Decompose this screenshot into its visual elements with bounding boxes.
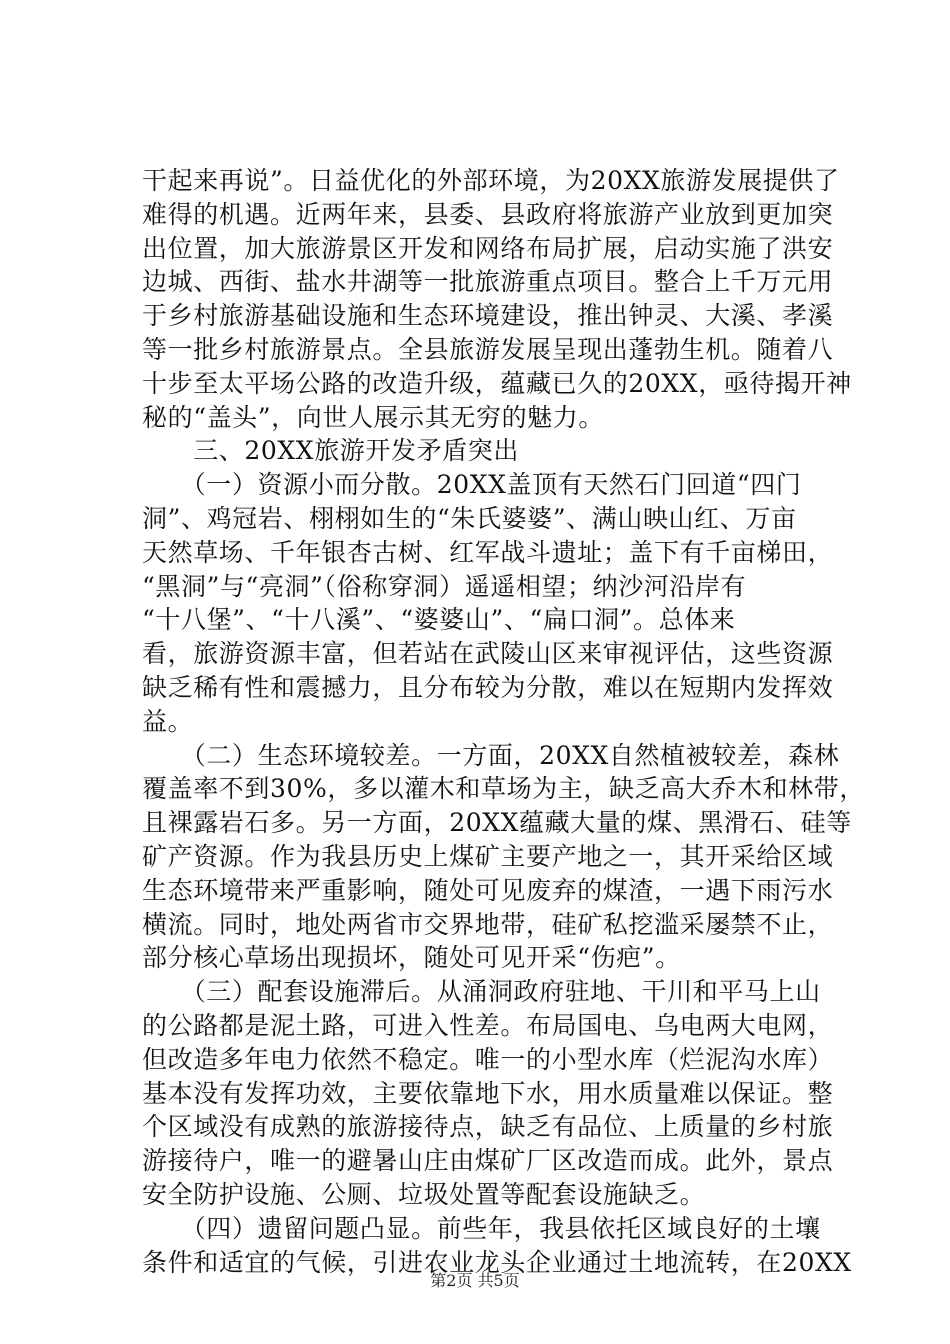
text-line: 十步至太平场公路的改造升级，蕴藏已久的20XX，亟待揭开神 [142,368,852,398]
text-line: （二）生态环境较差。一方面，20XX自然植被较差，森林 [142,740,840,770]
text-line: （三）配套设施滞后。从涌洞政府驻地、干川和平马上山 [142,977,821,1007]
text-line: 安全防护设施、公厕、垃圾处置等配套设施缺乏。 [142,1179,706,1209]
text-line: 且裸露岩石多。另一方面，20XX蕴藏大量的煤、黑滑石、硅等 [142,808,852,838]
text-line: （四）遗留问题凸显。前些年，我县依托区域良好的土壤 [142,1213,821,1243]
text-line: 洞”、鸡冠岩、栩栩如生的“朱氏婆婆”、满山映山红、万亩 [142,503,797,533]
text-line: 基本没有发挥功效，主要依靠地下水，用水质量难以保证。整 [142,1078,834,1108]
document-body [142,164,865,1279]
text-line: 边城、西街、盐水井湖等一批旅游重点项目。整合上千万元用 [142,267,834,297]
text-line: “黑洞”与“亮洞”（俗称穿洞）遥遥相望；纳沙河沿岸有 [142,571,747,601]
text-line: “十八堡”、“十八溪”、“婆婆山”、“扁口洞”。总体来 [142,605,736,635]
text-line: 个区域没有成熟的旅游接待点，缺乏有品位、上质量的乡村旅 [142,1112,834,1142]
text-line: 于乡村旅游基础设施和生态环境建设，推出钟灵、大溪、孝溪 [142,301,834,331]
text-line: 出位置，加大旅游景区开发和网络布局扩展，启动实施了洪安 [142,233,834,263]
text-line: 但改造多年电力依然不稳定。唯一的小型水库（烂泥沟水库） [142,1044,834,1074]
text-line: 看，旅游资源丰富，但若站在武陵山区来审视评估，这些资源 [142,639,834,669]
text-line: 覆盖率不到30%，多以灌木和草场为主，缺乏高大乔木和林带， [142,774,865,804]
text-line: 难得的机遇。近两年来，县委、县政府将旅游产业放到更加突 [142,199,834,229]
text-line: 条件和适宜的气候，引进农业龙头企业通过土地流转，在20XX [142,1247,852,1277]
text-line: （一）资源小而分散。20XX盖顶有天然石门回道“四门 [142,470,802,500]
text-line: 部分核心草场出现损坏，随处可见开采“伤疤”。 [142,943,681,973]
section-heading: 三、20XX旅游开发矛盾突出 [142,436,520,466]
text-line: 干起来再说”。日益优化的外部环境，为20XX旅游发展提供了 [142,166,840,195]
text-line: 缺乏稀有性和震撼力，且分布较为分散，难以在短期内发挥效 [142,672,834,702]
text-line: 等一批乡村旅游景点。全县旅游发展呈现出蓬勃生机。随着八 [142,334,834,364]
text-line: 生态环境带来严重影响，随处可见废弃的煤渣，一遇下雨污水 [142,875,834,905]
text-line: 天然草场、千年银杏古树、红军战斗遗址；盖下有千亩梯田， [142,537,834,567]
text-line: 矿产资源。作为我县历史上煤矿主要产地之一，其开采给区域 [142,841,834,871]
text-line: 游接待户，唯一的避暑山庄由煤矿厂区改造而成。此外，景点 [142,1146,834,1176]
text-line: 秘的“盖头”，向世人展示其无穷的魅力。 [142,402,604,432]
text-line: 横流。同时，地处两省市交界地带，硅矿私挖滥采屡禁不止， [142,909,834,939]
text-line: 的公路都是泥土路，可进入性差。布局国电、乌电两大电网， [142,1010,834,1040]
page-number-footer: 第2页 共5页 [430,1271,520,1290]
text-line: 益。 [142,706,194,736]
